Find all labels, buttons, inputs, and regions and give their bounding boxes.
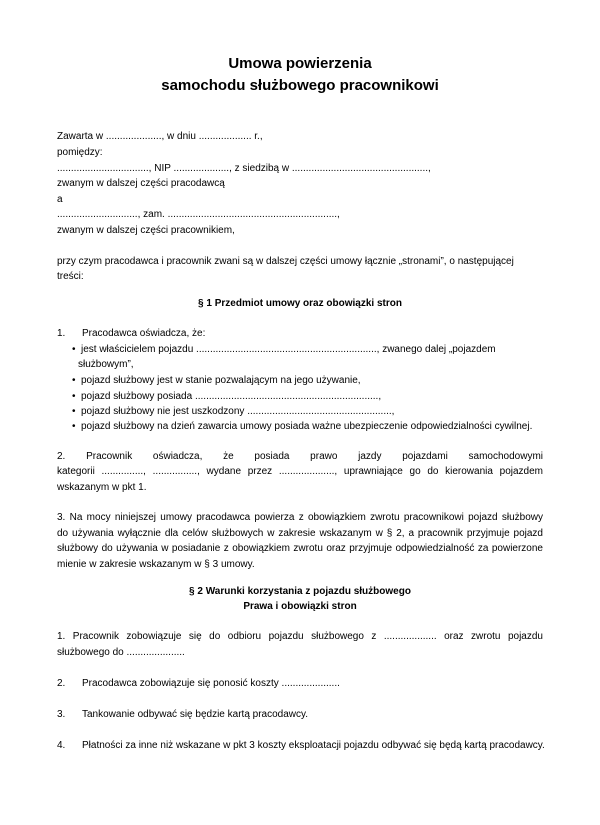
s1-bullet-1-line-2: służbowym”, <box>78 359 134 370</box>
s2-p3-text: Tankowanie odbywać się będzie kartą pracodawcy. <box>82 709 309 720</box>
bullet-icon: • <box>72 406 76 417</box>
parties-line-between: pomiędzy: <box>57 147 103 158</box>
intro-line-1: przy czym pracodawca i pracownik zwani są w dalszej części umowy łącznie „stronami”, o następującej <box>57 256 514 267</box>
section-1-heading: § 1 Przedmiot umowy oraz obowiązki stron <box>198 298 402 309</box>
parties-line-employee-label: zwanym w dalszej części pracownikiem, <box>57 225 235 236</box>
s2-p1-line-1: 1. Pracownik zobowiązuje się do odbioru pojazdu służbowego z ................... oraz zwrotu pojazdu <box>57 631 543 642</box>
s2-p3-number: 3. <box>57 709 66 720</box>
s2-p2-text: Pracodawca zobowiązuje się ponosić koszty ..................... <box>82 678 340 689</box>
s2-p4-text: Płatności za inne niż wskazane w pkt 3 koszty eksploatacji pojazdu odbywać się będą kartą pracodawcy. <box>82 740 545 751</box>
intro-line-2: treści: <box>57 271 84 282</box>
s1-bullet-2: pojazd służbowy jest w stanie pozwalającym na jego używanie, <box>81 375 361 386</box>
parties-line-place-date: Zawarta w ...................., w dniu ................... r., <box>57 131 263 142</box>
bullet-icon: • <box>72 391 76 402</box>
section-2-heading: § 2 Warunki korzystania z pojazdu służbowego <box>189 586 411 597</box>
parties-line-employer: ................................., NIP ...................., z siedzibą w ................................................., <box>57 163 431 174</box>
s1-p2-line-1: 2. Pracownik oświadcza, że posiada prawo jazdy pojazdami samochodowymi <box>57 451 543 462</box>
s1-p3-line-1: 3. Na mocy niniejszej umowy pracodawca powierza z obowiązkiem zwrotu pracownikowi pojazd służbowy <box>57 512 543 523</box>
parties-line-employee: ............................., zam. ............................................................., <box>57 209 340 220</box>
s1-p3-line-2: do używania wyłącznie dla celów służbowych w zakresie wskazanym w § 2, a pracownik przyjmuje pojazd <box>57 528 543 539</box>
bullet-icon: • <box>72 421 76 432</box>
s1-p3-line-3: służbowy do używania w posiadanie z obowiązkiem zwrotu oraz przyjmuje odpowiedzialność za powierzone <box>57 543 543 554</box>
parties-line-and: a <box>57 194 63 205</box>
s1-p1-number: 1. <box>57 328 66 339</box>
bullet-icon: • <box>72 344 76 355</box>
s1-bullet-1-line-1: jest właścicielem pojazdu ................................................................., zwanego dalej „pojazdem <box>81 344 496 355</box>
section-2-subheading: Prawa i obowiązki stron <box>243 601 357 612</box>
s2-p1-line-2: służbowego do ..................... <box>57 647 185 658</box>
s2-p2-number: 2. <box>57 678 66 689</box>
bullet-icon: • <box>72 375 76 386</box>
document-title-line-1: Umowa powierzenia <box>228 55 372 72</box>
s1-p1-text: Pracodawca oświadcza, że: <box>82 328 206 339</box>
s2-p4-number: 4. <box>57 740 66 751</box>
s1-bullet-3: pojazd służbowy posiada .................................................................., <box>81 391 382 402</box>
s1-p2-line-3: wskazanym w pkt 1. <box>57 482 147 493</box>
parties-line-employer-label: zwanym w dalszej części pracodawcą <box>57 178 225 189</box>
s1-bullet-4: pojazd służbowy nie jest uszkodzony ...................................................., <box>81 406 395 417</box>
s1-bullet-5: pojazd służbowy na dzień zawarcia umowy posiada ważne ubezpieczenie odpowiedzialności cywilnej. <box>81 421 533 432</box>
s1-p3-line-4: mienie w zakresie wskazanym w § 3 umowy. <box>57 559 255 570</box>
document-title-line-2: samochodu służbowego pracownikowi <box>161 77 439 94</box>
s1-p2-line-2: kategorii ..............., ................, wydane przez ...................., uprawniające go do kierowania pojazdem <box>57 466 543 477</box>
